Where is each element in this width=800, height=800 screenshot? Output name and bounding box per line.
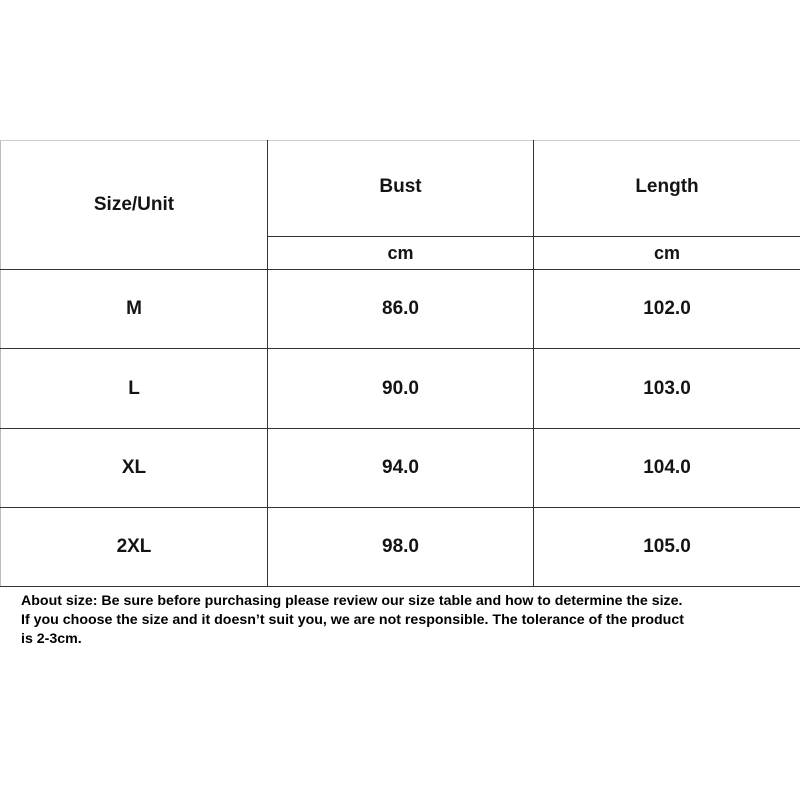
header-size-unit: Size/Unit [1, 141, 268, 270]
header-bust: Bust [268, 141, 534, 237]
length-cell: 104.0 [534, 428, 800, 507]
header-length-unit: cm [534, 237, 800, 270]
length-cell: 103.0 [534, 349, 800, 428]
table-row [1, 270, 800, 349]
table-row [1, 428, 800, 507]
table-row [1, 507, 800, 586]
size-note-line-2: If you choose the size and it doesn’t suit you, we are not responsible. The tolerance of the product [21, 612, 684, 628]
size-table [0, 140, 800, 587]
size-cell: L [1, 349, 268, 428]
length-cell: 102.0 [534, 270, 800, 349]
header-length: Length [534, 141, 800, 237]
size-note-line-1: About size: Be sure before purchasing please review our size table and how to determine the size. [21, 593, 683, 609]
bust-cell: 94.0 [268, 428, 534, 507]
bust-cell: 90.0 [268, 349, 534, 428]
bust-cell: 98.0 [268, 507, 534, 586]
size-cell: M [1, 270, 268, 349]
size-cell: XL [1, 428, 268, 507]
length-cell: 105.0 [534, 507, 800, 586]
table-header-row [1, 141, 800, 237]
size-cell: 2XL [1, 507, 268, 586]
header-bust-unit: cm [268, 237, 534, 270]
table-row [1, 349, 800, 428]
size-note [21, 592, 791, 649]
bust-cell: 86.0 [268, 270, 534, 349]
size-note-line-3: is 2-3cm. [21, 631, 82, 647]
